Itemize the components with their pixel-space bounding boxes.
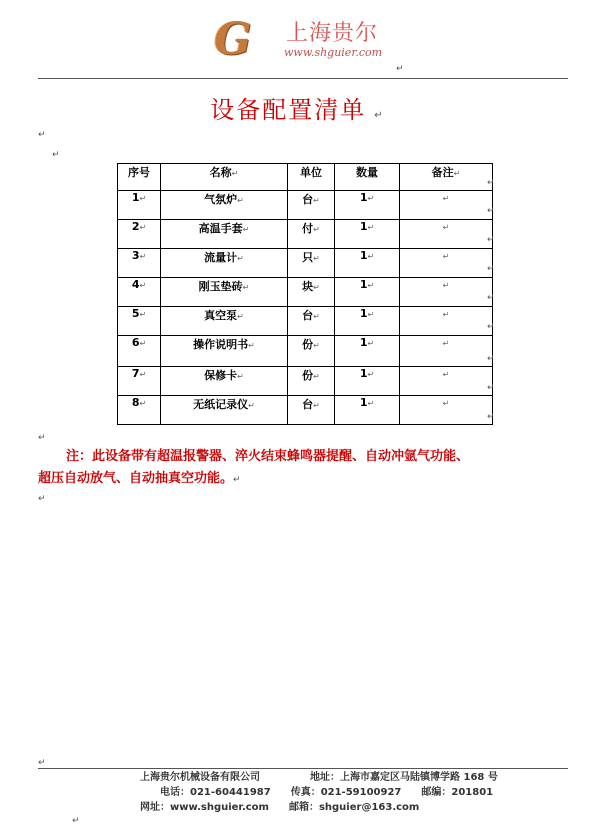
- cell-name: 刚玉垫砖↵: [161, 278, 288, 307]
- document-title: 设备配置清单 ↵: [210, 96, 385, 124]
- row-end-mark: ↵: [487, 235, 495, 245]
- cell-remark: ↵: [400, 307, 493, 336]
- cell-no: 3↵: [118, 249, 161, 278]
- table-row: [118, 367, 493, 396]
- note-line: 注：此设备带有超温报警器、淬火结束蜂鸣器提醒、自动冲氩气功能、: [66, 449, 470, 464]
- table-row: [118, 307, 493, 336]
- row-end-mark: ↵: [487, 412, 495, 422]
- cell-remark: ↵: [400, 220, 493, 249]
- cell-qty: 1↵: [335, 336, 400, 367]
- cell-remark: ↵: [400, 278, 493, 307]
- paragraph-mark: ↵: [38, 433, 46, 443]
- cell-name: 流量计↵: [161, 249, 288, 278]
- cell-name: 无纸记录仪↵: [161, 396, 288, 425]
- cell-qty: 1↵: [335, 367, 400, 396]
- paragraph-mark: ↵: [396, 64, 404, 74]
- cell-unit: 份↵: [288, 367, 335, 396]
- cell-remark: ↵: [400, 336, 493, 367]
- cell-no: 1↵: [118, 191, 161, 220]
- row-end-mark: ↵: [487, 178, 495, 188]
- cell-unit: 块↵: [288, 278, 335, 307]
- table-row: [118, 278, 493, 307]
- cell-qty: 1↵: [335, 278, 400, 307]
- table-header-row: [118, 164, 493, 191]
- equipment-table: [117, 163, 493, 425]
- row-end-mark: ↵: [487, 383, 495, 393]
- cell-no: 6↵: [118, 336, 161, 367]
- paragraph-mark: ↵: [38, 494, 46, 504]
- cell-unit: 台↵: [288, 191, 335, 220]
- cell-name: 操作说明书↵: [161, 336, 288, 367]
- cell-remark: ↵: [400, 367, 493, 396]
- row-end-mark: ↵: [487, 206, 495, 216]
- logo-emblem: G: [214, 14, 252, 65]
- cell-no: 5↵: [118, 307, 161, 336]
- footer-contact: [140, 770, 560, 815]
- paragraph-mark: ↵: [72, 816, 80, 826]
- cell-no: 4↵: [118, 278, 161, 307]
- cell-no: 2↵: [118, 220, 161, 249]
- cell-unit: 台↵: [288, 307, 335, 336]
- header-remark: 备注↵: [400, 164, 493, 191]
- cell-name: 高温手套↵: [161, 220, 288, 249]
- paragraph-mark: ↵: [52, 150, 60, 160]
- table-row: [118, 396, 493, 425]
- cell-unit: 台↵: [288, 396, 335, 425]
- table-row: [118, 336, 493, 367]
- table-row: [118, 220, 493, 249]
- header-no: 序号: [118, 164, 161, 191]
- cell-qty: 1↵: [335, 396, 400, 425]
- cell-qty: 1↵: [335, 191, 400, 220]
- header-unit: 单位: [288, 164, 335, 191]
- cell-unit: 只↵: [288, 249, 335, 278]
- paragraph-mark: ↵: [38, 758, 46, 768]
- table-row: [118, 191, 493, 220]
- cell-qty: 1↵: [335, 307, 400, 336]
- cell-name: 真空泵↵: [161, 307, 288, 336]
- header-name: 名称↵: [161, 164, 288, 191]
- cell-qty: 1↵: [335, 220, 400, 249]
- header-rule: [38, 78, 568, 79]
- cell-unit: 份↵: [288, 336, 335, 367]
- cell-remark: ↵: [400, 191, 493, 220]
- row-end-mark: ↵: [487, 264, 495, 274]
- note-paragraph: [38, 446, 568, 491]
- row-end-mark: ↵: [487, 354, 495, 364]
- logo-website: www.shguier.com: [284, 46, 383, 59]
- table-row: [118, 249, 493, 278]
- cell-no: 8↵: [118, 396, 161, 425]
- logo-company-name: 上海贵尔: [286, 21, 379, 46]
- footer-rule: [38, 768, 568, 769]
- note-line: 超压自动放气、自动抽真空功能。↵: [38, 471, 241, 486]
- company-logo: [214, 14, 394, 66]
- cell-no: 7↵: [118, 367, 161, 396]
- cell-unit: 付↵: [288, 220, 335, 249]
- paragraph-mark: ↵: [38, 130, 46, 140]
- cell-remark: ↵: [400, 249, 493, 278]
- row-end-mark: ↵: [487, 293, 495, 303]
- cell-name: 保修卡↵: [161, 367, 288, 396]
- footer-line: 上海贵尔机械设备有限公司 地址：上海市嘉定区马陆镇博学路 168 号: [140, 772, 498, 783]
- cell-remark: ↵: [400, 396, 493, 425]
- footer-line: 网址：www.shguier.com 邮箱：shguier@163.com: [140, 802, 420, 813]
- header-qty: 数量: [335, 164, 400, 191]
- cell-qty: 1↵: [335, 249, 400, 278]
- footer-line: 电话：021-60441987 传真：021-59100927 邮编：201801: [160, 787, 494, 798]
- cell-name: 气氛炉↵: [161, 191, 288, 220]
- row-end-mark: ↵: [487, 322, 495, 332]
